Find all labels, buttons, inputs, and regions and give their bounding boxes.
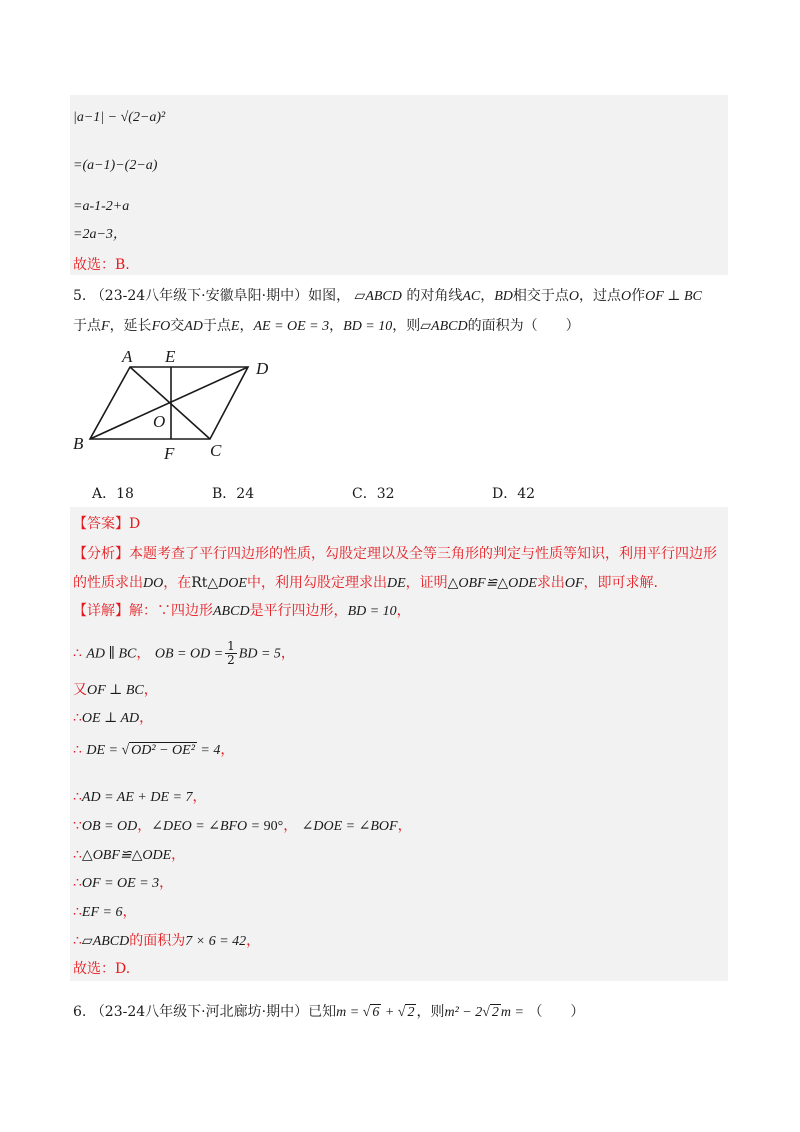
option-a: A．18	[92, 486, 134, 502]
step-3: 又OF ⊥ BC，	[73, 682, 158, 698]
prev-line-3: =a‑1‑2+a	[73, 199, 130, 214]
label-E: E	[165, 347, 176, 366]
answer-value: D	[129, 516, 141, 532]
option-c: C．32	[352, 486, 395, 502]
q5-number: 5.	[73, 288, 87, 304]
step-9: ∴OF = OE = 3，	[73, 875, 174, 891]
detail-line-1: 【详解】解：∵四边形ABCD是平行四边形，BD = 10，	[73, 603, 411, 619]
step-10: ∴EF = 6，	[73, 904, 137, 920]
label-B: B	[73, 434, 84, 453]
prev-line-4: =2a−3，	[73, 227, 127, 242]
label-A: A	[122, 347, 133, 366]
q6-line: 6. （23-24八年级下·河北廊坊·期中）已知m = √ 6 + √ 2 ，则m² − 2√ 2 m = （ ）	[73, 1004, 585, 1020]
step-4: ∴OE ⊥ AD，	[73, 710, 154, 726]
q5-line-1: 5. （23-24八年级下·安徽阜阳·期中）如图， ▱ABCD 的对角线AC，BD相交于点O，过点O作OF ⊥ BC	[73, 288, 702, 304]
answer-choice: 故选：D.	[73, 961, 131, 977]
step-7: ∵OB = OD，∠DEO = ∠BFO = 90°， ∠DOE = ∠BOF，	[73, 818, 412, 834]
option-d: D．42	[492, 486, 536, 502]
step-8: ∴△OBF≌△ODE，	[73, 847, 186, 863]
parallelogram-symbol: ▱	[354, 288, 366, 304]
prev-line-2: =(a−1)−(2−a)	[73, 158, 158, 173]
option-b: B．24	[212, 486, 255, 502]
previous-solution-block	[70, 95, 728, 275]
label-F: F	[164, 444, 175, 463]
prev-line-1: |a−1| − √(2−a)²	[73, 110, 166, 125]
parallelogram-figure	[70, 345, 290, 465]
label-D: D	[256, 359, 269, 378]
step-6: ∴AD = AE + DE = 7，	[73, 789, 207, 805]
step-5: ∴ DE = √ OD² − OE² = 4，	[73, 742, 235, 758]
step-2: ∴ AD ∥ BC， OB = OD = $\frac{1}{2}$ BD = 5，	[73, 639, 295, 667]
prev-choice: 故选：B.	[73, 257, 130, 273]
q5-para-name: ABCD	[365, 289, 402, 304]
step-11: ∴▱ABCD的面积为7 × 6 = 42，	[73, 933, 261, 949]
label-C: C	[210, 441, 222, 460]
label-O: O	[153, 412, 166, 431]
analysis-line-2: 的性质求出DO，在Rt△DOE中，利用勾股定理求出DE，证明△OBF≌△ODE求出OF，即可求解.	[73, 575, 658, 591]
answer-line: 【答案】D	[73, 516, 141, 532]
q5-line-2: 于点F，延长FO交AD于点E，AE = OE = 3，BD = 10，则▱ABCD的面积为（ ）	[73, 318, 580, 334]
analysis-line-1: 【分析】本题考查了平行四边形的性质，勾股定理以及全等三角形的判定与性质等知识，利用平行四边形	[73, 546, 717, 562]
q5-source: （23-24八年级下·安徽阜阳·期中）如图，	[90, 288, 351, 304]
